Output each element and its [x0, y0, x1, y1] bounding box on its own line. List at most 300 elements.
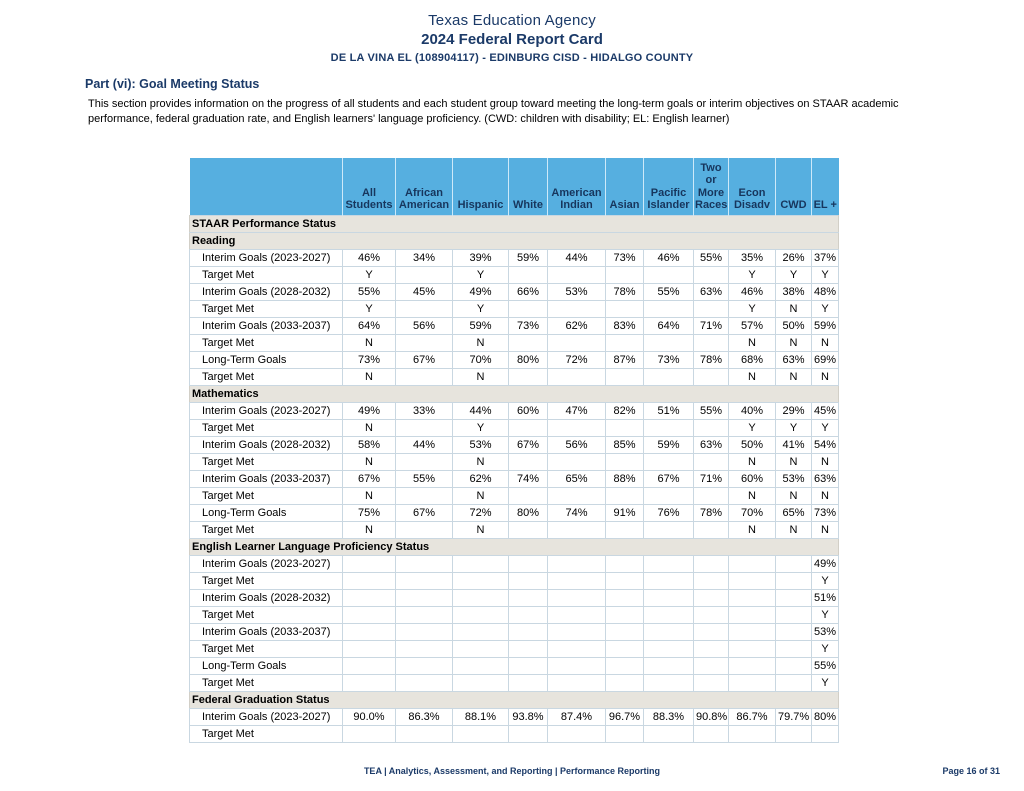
table-row: [190, 606, 839, 623]
cell-value: [606, 419, 644, 436]
cell-value: [694, 300, 729, 317]
cell-value: N: [776, 521, 812, 538]
cell-value: [453, 640, 509, 657]
cell-value: N: [812, 453, 839, 470]
cell-value: Y: [812, 674, 839, 691]
cell-value: 45%: [396, 283, 453, 300]
cell-value: [776, 657, 812, 674]
cell-value: 62%: [453, 470, 509, 487]
cell-value: 39%: [453, 249, 509, 266]
cell-value: [606, 657, 644, 674]
cell-value: [694, 623, 729, 640]
cell-value: [548, 555, 606, 572]
cell-value: N: [776, 453, 812, 470]
cell-value: 59%: [509, 249, 548, 266]
cell-value: N: [453, 368, 509, 385]
cell-value: 49%: [453, 283, 509, 300]
cell-value: [548, 572, 606, 589]
cell-value: [343, 725, 396, 742]
cell-value: 46%: [644, 249, 694, 266]
part-heading: Part (vi): Goal Meeting Status: [85, 77, 260, 91]
cell-value: 63%: [776, 351, 812, 368]
cell-value: [729, 572, 776, 589]
cell-value: [694, 555, 729, 572]
cell-value: 55%: [694, 402, 729, 419]
footer-report-info: TEA | Analytics, Assessment, and Reporting | Performance Reporting: [363, 766, 661, 776]
cell-value: [509, 521, 548, 538]
cell-value: [694, 487, 729, 504]
section-label: Mathematics: [190, 385, 839, 402]
cell-value: 60%: [729, 470, 776, 487]
cell-value: [606, 640, 644, 657]
row-label: Target Met: [190, 300, 343, 317]
cell-value: N: [729, 368, 776, 385]
cell-value: [396, 640, 453, 657]
cell-value: 72%: [548, 351, 606, 368]
cell-value: [396, 266, 453, 283]
cell-value: 66%: [509, 283, 548, 300]
cell-value: [453, 725, 509, 742]
cell-value: [509, 589, 548, 606]
cell-value: 55%: [396, 470, 453, 487]
cell-value: 78%: [694, 351, 729, 368]
cell-value: [343, 623, 396, 640]
cell-value: [343, 606, 396, 623]
cell-value: [694, 453, 729, 470]
cell-value: [729, 725, 776, 742]
cell-value: [776, 725, 812, 742]
cell-value: N: [812, 334, 839, 351]
cell-value: [644, 453, 694, 470]
section-row: [190, 691, 839, 708]
cell-value: 49%: [343, 402, 396, 419]
cell-value: 46%: [343, 249, 396, 266]
cell-value: 88.1%: [453, 708, 509, 725]
cell-value: [606, 725, 644, 742]
cell-value: 67%: [343, 470, 396, 487]
cell-value: N: [812, 521, 839, 538]
cell-value: [644, 640, 694, 657]
table-row: [190, 708, 839, 725]
cell-value: 53%: [453, 436, 509, 453]
cell-value: [548, 589, 606, 606]
table-row: [190, 555, 839, 572]
cell-value: 93.8%: [509, 708, 548, 725]
cell-value: [509, 453, 548, 470]
cell-value: 85%: [606, 436, 644, 453]
cell-value: 51%: [644, 402, 694, 419]
cell-value: [776, 674, 812, 691]
cell-value: 67%: [396, 351, 453, 368]
column-header: African American: [396, 158, 453, 215]
cell-value: 51%: [812, 589, 839, 606]
cell-value: N: [343, 453, 396, 470]
cell-value: [548, 487, 606, 504]
cell-value: 26%: [776, 249, 812, 266]
cell-value: 71%: [694, 470, 729, 487]
cell-value: 33%: [396, 402, 453, 419]
cell-value: Y: [343, 266, 396, 283]
row-label: Target Met: [190, 606, 343, 623]
cell-value: 78%: [606, 283, 644, 300]
section-row: [190, 538, 839, 555]
cell-value: N: [343, 487, 396, 504]
cell-value: [396, 487, 453, 504]
cell-value: 88.3%: [644, 708, 694, 725]
cell-value: 83%: [606, 317, 644, 334]
cell-value: [396, 453, 453, 470]
table-body: [190, 215, 839, 742]
cell-value: N: [453, 487, 509, 504]
cell-value: 63%: [694, 436, 729, 453]
table-row: [190, 402, 839, 419]
cell-value: [644, 572, 694, 589]
cell-value: 88%: [606, 470, 644, 487]
cell-value: N: [343, 334, 396, 351]
section-description: This section provides information on the progress of all students and each student group toward meeting the long-term goals or interim objectives on STAAR academic performance, federal graduation rate, and English learners' language proficiency. (CWD: children with disability; EL: English learner): [88, 98, 899, 125]
cell-value: [694, 674, 729, 691]
cell-value: [694, 657, 729, 674]
cell-value: 53%: [776, 470, 812, 487]
row-label: Target Met: [190, 572, 343, 589]
cell-value: [509, 606, 548, 623]
cell-value: [606, 623, 644, 640]
cell-value: [548, 725, 606, 742]
cell-value: [453, 589, 509, 606]
header-row: [190, 158, 839, 215]
table-row: [190, 487, 839, 504]
cell-value: 90.0%: [343, 708, 396, 725]
cell-value: Y: [453, 419, 509, 436]
cell-value: Y: [812, 640, 839, 657]
cell-value: [343, 555, 396, 572]
cell-value: 37%: [812, 249, 839, 266]
page-footer: [0, 766, 1024, 780]
cell-value: 55%: [812, 657, 839, 674]
cell-value: 80%: [812, 708, 839, 725]
cell-value: 53%: [548, 283, 606, 300]
cell-value: 62%: [548, 317, 606, 334]
cell-value: [509, 300, 548, 317]
cell-value: 63%: [812, 470, 839, 487]
column-header: Two or More Races: [694, 158, 729, 215]
cell-value: [548, 419, 606, 436]
cell-value: 50%: [729, 436, 776, 453]
cell-value: [509, 572, 548, 589]
cell-value: [776, 640, 812, 657]
table-row: [190, 283, 839, 300]
cell-value: [396, 572, 453, 589]
table-row: [190, 725, 839, 742]
row-label: Interim Goals (2033-2037): [190, 623, 343, 640]
cell-value: [396, 419, 453, 436]
table-row: [190, 300, 839, 317]
cell-value: [396, 606, 453, 623]
cell-value: 65%: [548, 470, 606, 487]
cell-value: [548, 453, 606, 470]
cell-value: [509, 334, 548, 351]
cell-value: 74%: [548, 504, 606, 521]
cell-value: [694, 640, 729, 657]
cell-value: 58%: [343, 436, 396, 453]
cell-value: 45%: [812, 402, 839, 419]
table-row: [190, 504, 839, 521]
table-row: [190, 572, 839, 589]
cell-value: [644, 487, 694, 504]
row-label: Interim Goals (2033-2037): [190, 317, 343, 334]
cell-value: [548, 521, 606, 538]
row-label: Interim Goals (2028-2032): [190, 283, 343, 300]
cell-value: Y: [729, 419, 776, 436]
cell-value: [396, 521, 453, 538]
cell-value: 38%: [776, 283, 812, 300]
row-label: Target Met: [190, 640, 343, 657]
table-row: [190, 674, 839, 691]
cell-value: N: [729, 334, 776, 351]
section-row: [190, 215, 839, 232]
report-title: 2024 Federal Report Card: [421, 31, 603, 48]
cell-value: 64%: [343, 317, 396, 334]
cell-value: N: [776, 334, 812, 351]
cell-value: 50%: [776, 317, 812, 334]
row-label: Interim Goals (2023-2027): [190, 555, 343, 572]
cell-value: [453, 657, 509, 674]
cell-value: [453, 555, 509, 572]
table-row: [190, 419, 839, 436]
cell-value: 57%: [729, 317, 776, 334]
cell-value: [509, 487, 548, 504]
cell-value: 78%: [694, 504, 729, 521]
table-row: [190, 657, 839, 674]
cell-value: N: [776, 487, 812, 504]
cell-value: N: [453, 521, 509, 538]
cell-value: [694, 606, 729, 623]
cell-value: 91%: [606, 504, 644, 521]
cell-value: 59%: [812, 317, 839, 334]
section-label: STAAR Performance Status: [190, 215, 839, 232]
cell-value: [729, 674, 776, 691]
cell-value: 65%: [776, 504, 812, 521]
cell-value: [343, 589, 396, 606]
cell-value: 64%: [644, 317, 694, 334]
row-label: Long-Term Goals: [190, 657, 343, 674]
cell-value: [509, 674, 548, 691]
table-row: [190, 521, 839, 538]
row-label: Target Met: [190, 521, 343, 538]
cell-value: [509, 266, 548, 283]
cell-value: N: [812, 368, 839, 385]
cell-value: [644, 674, 694, 691]
cell-value: N: [776, 300, 812, 317]
cell-value: [396, 674, 453, 691]
cell-value: [694, 334, 729, 351]
cell-value: Y: [812, 606, 839, 623]
cell-value: [396, 555, 453, 572]
section-row: [190, 232, 839, 249]
cell-value: [548, 606, 606, 623]
cell-value: [644, 334, 694, 351]
cell-value: [343, 657, 396, 674]
cell-value: [396, 334, 453, 351]
cell-value: 34%: [396, 249, 453, 266]
cell-value: [644, 657, 694, 674]
cell-value: 44%: [453, 402, 509, 419]
cell-value: 86.3%: [396, 708, 453, 725]
cell-value: [729, 623, 776, 640]
cell-value: [343, 640, 396, 657]
cell-value: 86.7%: [729, 708, 776, 725]
table-row: [190, 453, 839, 470]
cell-value: [694, 572, 729, 589]
cell-value: 69%: [812, 351, 839, 368]
table-row: [190, 266, 839, 283]
row-label: Target Met: [190, 266, 343, 283]
cell-value: [776, 555, 812, 572]
cell-value: [396, 368, 453, 385]
cell-value: N: [812, 487, 839, 504]
cell-value: [453, 623, 509, 640]
column-header: White: [509, 158, 548, 215]
cell-value: [812, 725, 839, 742]
cell-value: 74%: [509, 470, 548, 487]
cell-value: [729, 657, 776, 674]
cell-value: [606, 606, 644, 623]
table-header: [190, 158, 839, 215]
row-label: Target Met: [190, 453, 343, 470]
cell-value: [606, 521, 644, 538]
cell-value: 56%: [396, 317, 453, 334]
cell-value: 87%: [606, 351, 644, 368]
section-row: [190, 385, 839, 402]
cell-value: [644, 606, 694, 623]
cell-value: 56%: [548, 436, 606, 453]
cell-value: [606, 674, 644, 691]
cell-value: [776, 606, 812, 623]
cell-value: 96.7%: [606, 708, 644, 725]
row-label: Target Met: [190, 674, 343, 691]
cell-value: [548, 657, 606, 674]
row-label: Target Met: [190, 368, 343, 385]
table-row: [190, 589, 839, 606]
cell-value: [548, 334, 606, 351]
cell-value: Y: [812, 300, 839, 317]
cell-value: [396, 725, 453, 742]
cell-value: [644, 266, 694, 283]
table-row: [190, 351, 839, 368]
table-row: [190, 640, 839, 657]
cell-value: Y: [453, 266, 509, 283]
cell-value: 76%: [644, 504, 694, 521]
cell-value: [644, 555, 694, 572]
cell-value: [509, 623, 548, 640]
cell-value: 44%: [396, 436, 453, 453]
row-label: Interim Goals (2033-2037): [190, 470, 343, 487]
cell-value: [729, 606, 776, 623]
cell-value: [396, 589, 453, 606]
row-label: Interim Goals (2023-2027): [190, 708, 343, 725]
section-label: Reading: [190, 232, 839, 249]
cell-value: [396, 300, 453, 317]
cell-value: [396, 657, 453, 674]
cell-value: [509, 555, 548, 572]
cell-value: [606, 572, 644, 589]
cell-value: 55%: [343, 283, 396, 300]
table-row: [190, 470, 839, 487]
cell-value: [453, 674, 509, 691]
cell-value: [729, 589, 776, 606]
document-header: [0, 12, 1024, 64]
cell-value: [606, 555, 644, 572]
cell-value: [396, 623, 453, 640]
cell-value: Y: [812, 572, 839, 589]
cell-value: [729, 555, 776, 572]
column-header: All Students: [343, 158, 396, 215]
cell-value: 49%: [812, 555, 839, 572]
cell-value: N: [776, 368, 812, 385]
cell-value: [644, 589, 694, 606]
row-label: Target Met: [190, 487, 343, 504]
cell-value: 67%: [509, 436, 548, 453]
cell-value: [694, 521, 729, 538]
cell-value: Y: [812, 266, 839, 283]
cell-value: 47%: [548, 402, 606, 419]
cell-value: 68%: [729, 351, 776, 368]
cell-value: 72%: [453, 504, 509, 521]
cell-value: [606, 487, 644, 504]
row-label: Target Met: [190, 725, 343, 742]
table-row: [190, 317, 839, 334]
cell-value: [343, 674, 396, 691]
cell-value: N: [453, 334, 509, 351]
cell-value: N: [729, 521, 776, 538]
header-corner-cell: [190, 158, 343, 215]
cell-value: [694, 368, 729, 385]
row-label: Interim Goals (2028-2032): [190, 589, 343, 606]
cell-value: N: [343, 419, 396, 436]
cell-value: 48%: [812, 283, 839, 300]
row-label: Target Met: [190, 334, 343, 351]
cell-value: 41%: [776, 436, 812, 453]
column-header: Pacific Islander: [644, 158, 694, 215]
row-label: Interim Goals (2023-2027): [190, 249, 343, 266]
cell-value: [644, 623, 694, 640]
cell-value: [548, 300, 606, 317]
section-label: Federal Graduation Status: [190, 691, 839, 708]
cell-value: 71%: [694, 317, 729, 334]
cell-value: [606, 334, 644, 351]
column-header: Econ Disadv: [729, 158, 776, 215]
table-row: [190, 436, 839, 453]
cell-value: [606, 589, 644, 606]
cell-value: [453, 606, 509, 623]
cell-value: 80%: [509, 504, 548, 521]
cell-value: [548, 368, 606, 385]
cell-value: [644, 300, 694, 317]
cell-value: 67%: [396, 504, 453, 521]
cell-value: [548, 640, 606, 657]
column-header: Asian: [606, 158, 644, 215]
cell-value: [694, 589, 729, 606]
cell-value: [776, 589, 812, 606]
cell-value: 79.7%: [776, 708, 812, 725]
cell-value: 67%: [644, 470, 694, 487]
cell-value: 59%: [644, 436, 694, 453]
cell-value: [509, 725, 548, 742]
cell-value: N: [729, 453, 776, 470]
cell-value: 75%: [343, 504, 396, 521]
cell-value: [644, 725, 694, 742]
table-row: [190, 623, 839, 640]
